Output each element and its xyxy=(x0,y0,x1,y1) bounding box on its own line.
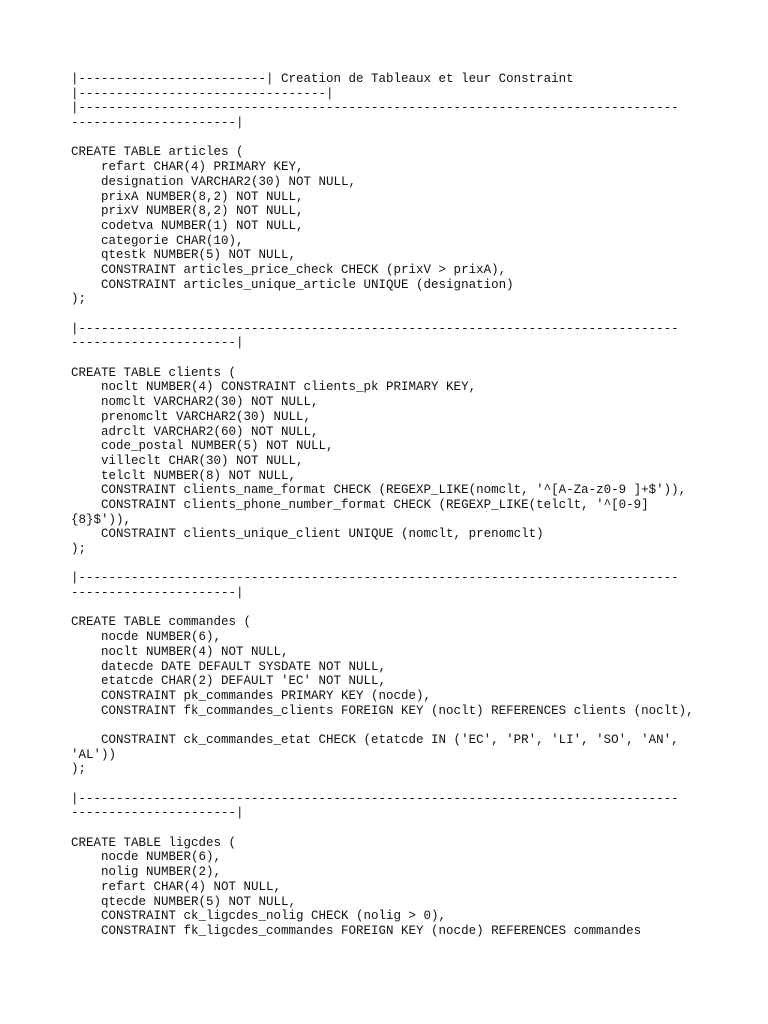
text-line: ----------------------| xyxy=(71,806,244,821)
text-line: |-------------------------------------------------------------------------------- xyxy=(71,791,679,806)
text-line xyxy=(71,131,711,146)
text-line: etatcde CHAR(2) DEFAULT 'EC' NOT NULL, xyxy=(71,674,387,689)
text-line: ); xyxy=(71,292,87,307)
text-line: nocde NUMBER(6), xyxy=(71,630,222,645)
text-line: refart CHAR(4) NOT NULL, xyxy=(71,879,282,894)
text-line: CONSTRAINT ck_commandes_etat CHECK (etatcde IN ('EC', 'PR', 'LI', 'SO', 'AN', xyxy=(71,732,679,747)
text-line: CREATE TABLE ligcdes ( xyxy=(71,835,237,850)
text-line xyxy=(71,821,711,836)
text-line: CONSTRAINT clients_unique_client UNIQUE (nomclt, prenomclt) xyxy=(71,527,544,542)
document-page xyxy=(71,72,711,939)
text-line: datecde DATE DEFAULT SYSDATE NOT NULL, xyxy=(71,659,387,674)
text-line: refart CHAR(4) PRIMARY KEY, xyxy=(71,160,304,175)
text-line: CONSTRAINT pk_commandes PRIMARY KEY (nocde), xyxy=(71,688,432,703)
text-line: 'AL')) xyxy=(71,747,117,762)
text-line: prixA NUMBER(8,2) NOT NULL, xyxy=(71,189,304,204)
text-line: CREATE TABLE articles ( xyxy=(71,145,244,160)
text-line: adrclt VARCHAR2(60) NOT NULL, xyxy=(71,424,319,439)
text-line: villeclt CHAR(30) NOT NULL, xyxy=(71,453,304,468)
text-line: |-------------------------| Creation de Tableaux et leur Constraint xyxy=(71,72,574,86)
text-line: |-------------------------------------------------------------------------------- xyxy=(71,321,679,336)
text-line: CREATE TABLE clients ( xyxy=(71,365,237,380)
text-line: CREATE TABLE commandes ( xyxy=(71,615,252,630)
text-line: nocde NUMBER(6), xyxy=(71,850,222,865)
text-line: designation VARCHAR2(30) NOT NULL, xyxy=(71,174,357,189)
text-line: qtestk NUMBER(5) NOT NULL, xyxy=(71,248,297,263)
text-line xyxy=(71,718,711,733)
text-line: nolig NUMBER(2), xyxy=(71,865,222,880)
text-line: CONSTRAINT fk_commandes_clients FOREIGN KEY (noclt) REFERENCES clients (noclt), xyxy=(71,703,694,718)
text-line: ----------------------| xyxy=(71,586,244,601)
text-line: noclt NUMBER(4) CONSTRAINT clients_pk PRIMARY KEY, xyxy=(71,380,477,395)
text-line: CONSTRAINT clients_phone_number_format CHECK (REGEXP_LIKE(telclt, '^[0-9] xyxy=(71,497,649,512)
text-line: CONSTRAINT articles_unique_article UNIQUE (designation) xyxy=(71,277,514,292)
text-line: noclt NUMBER(4) NOT NULL, xyxy=(71,644,289,659)
text-line: CONSTRAINT clients_name_format CHECK (REGEXP_LIKE(nomclt, '^[A-Za-z0-9 ]+$')), xyxy=(71,483,687,498)
text-line: prenomclt VARCHAR2(30) NULL, xyxy=(71,409,312,424)
text-line: codetva NUMBER(1) NOT NULL, xyxy=(71,218,304,233)
text-line: prixV NUMBER(8,2) NOT NULL, xyxy=(71,204,304,219)
text-line: |---------------------------------| xyxy=(71,86,334,101)
text-line: CONSTRAINT ck_ligcdes_nolig CHECK (nolig > 0), xyxy=(71,909,447,924)
text-line xyxy=(71,557,711,572)
text-line xyxy=(71,351,711,366)
text-line: telclt NUMBER(8) NOT NULL, xyxy=(71,468,297,483)
text-line: ); xyxy=(71,542,87,556)
text-line: code_postal NUMBER(5) NOT NULL, xyxy=(71,439,334,454)
text-line: |-------------------------------------------------------------------------------- xyxy=(71,101,679,116)
text-line: CONSTRAINT fk_ligcdes_commandes FOREIGN KEY (nocde) REFERENCES commandes xyxy=(71,923,642,938)
text-line xyxy=(71,777,711,792)
text-line xyxy=(71,601,711,616)
text-line: categorie CHAR(10), xyxy=(71,233,244,248)
text-line: nomclt VARCHAR2(30) NOT NULL, xyxy=(71,395,319,410)
text-line: CONSTRAINT articles_price_check CHECK (prixV > prixA), xyxy=(71,262,507,277)
text-line: |-------------------------------------------------------------------------------- xyxy=(71,571,679,586)
text-line: ); xyxy=(71,762,87,777)
text-line xyxy=(71,307,711,322)
text-line: ----------------------| xyxy=(71,336,244,351)
text-line: qtecde NUMBER(5) NOT NULL, xyxy=(71,894,297,909)
text-line: {8}$')), xyxy=(71,512,132,527)
text-line: ----------------------| xyxy=(71,116,244,131)
